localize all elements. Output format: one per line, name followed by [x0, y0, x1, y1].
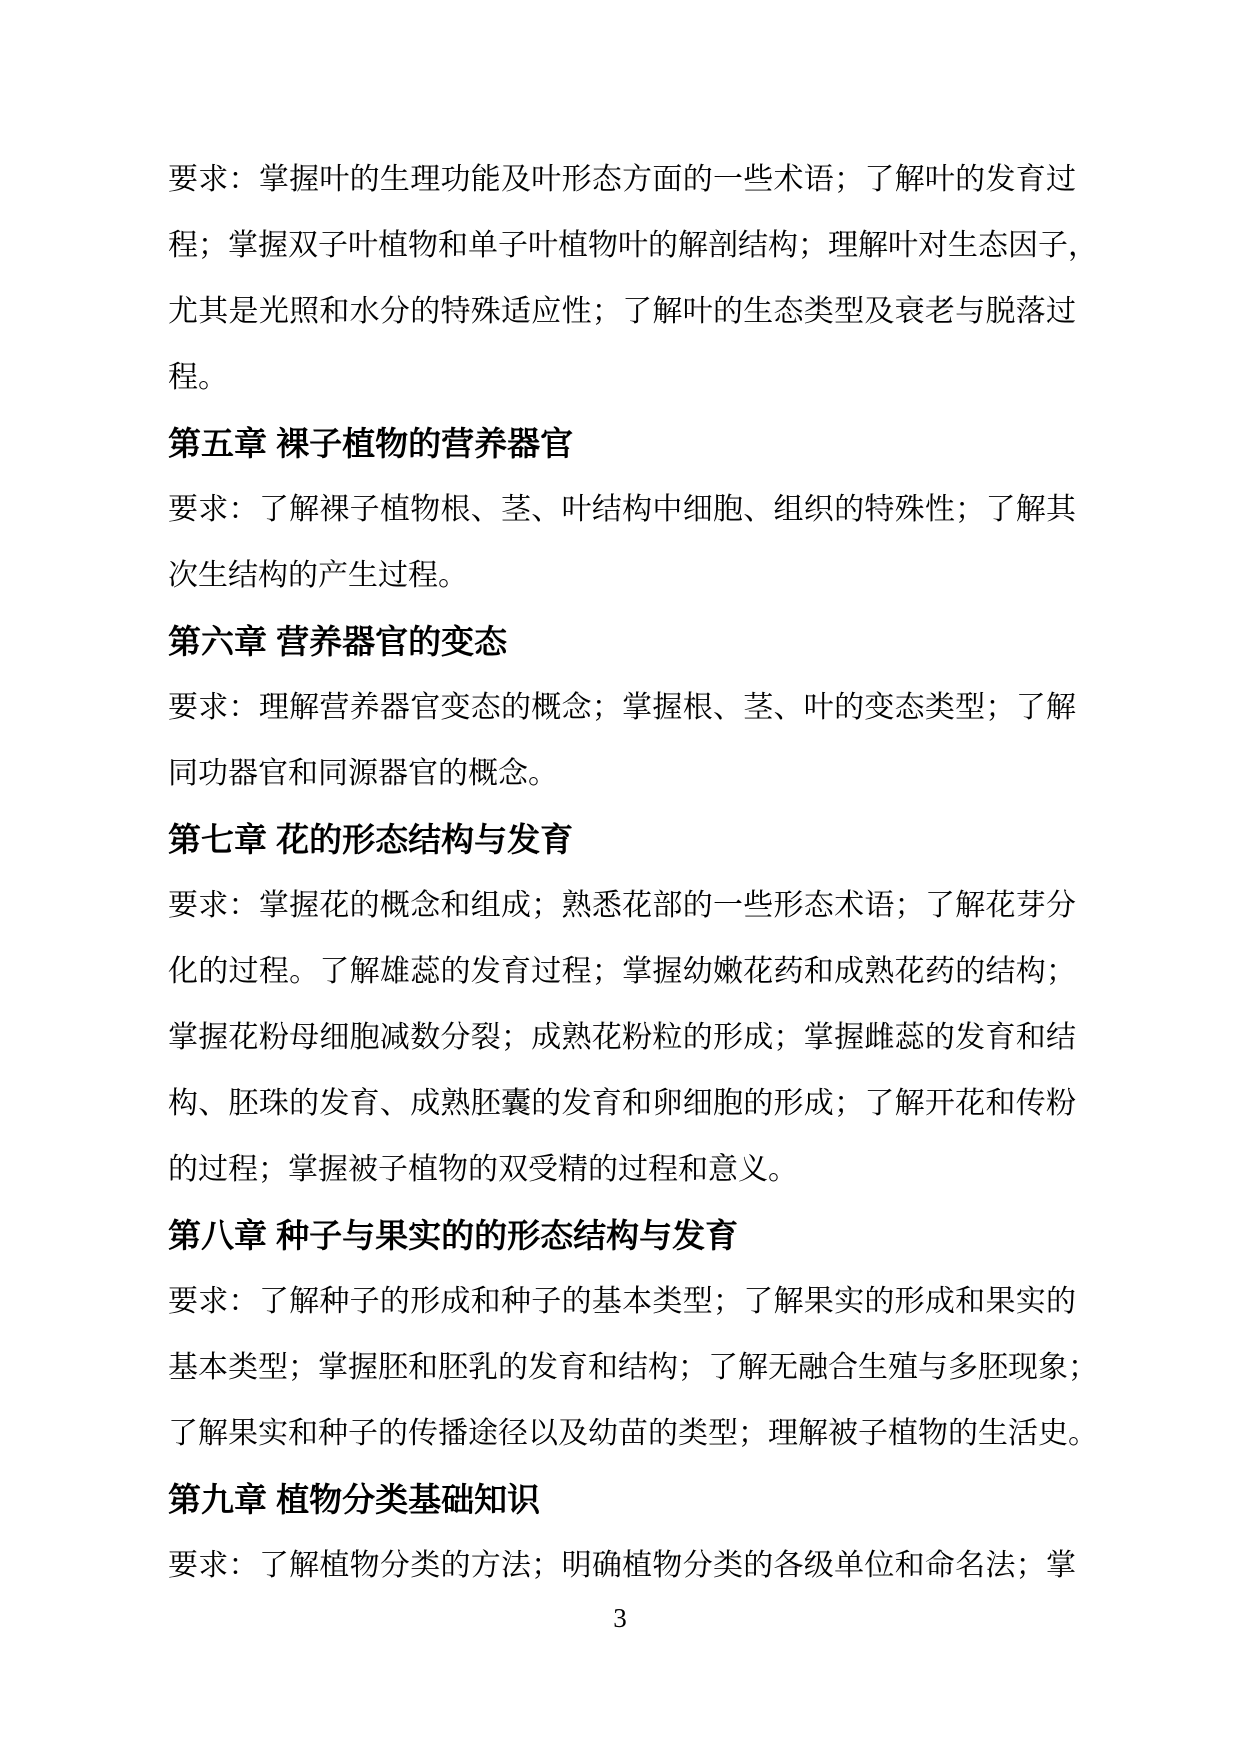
document-body: [168, 147, 1098, 1599]
page-number: 3: [613, 1603, 627, 1633]
paragraph-line: 要求：了解植物分类的方法；明确植物分类的各级单位和命名法；掌: [168, 1549, 1076, 1582]
paragraph-line: 化的过程。了解雄蕊的发育过程；掌握幼嫩花药和成熟花药的结构；: [168, 955, 1076, 988]
chapter-heading: 第五章 裸子植物的营养器官: [168, 425, 574, 462]
chapter-heading: 第六章 营养器官的变态: [168, 623, 508, 660]
paragraph-line: 同功器官和同源器官的概念。: [168, 757, 558, 790]
chapter-heading: 第九章 植物分类基础知识: [168, 1481, 541, 1518]
paragraph-line: 了解果实和种子的传播途径以及幼苗的类型；理解被子植物的生活史。: [168, 1417, 1098, 1450]
paragraph-line: 构、胚珠的发育、成熟胚囊的发育和卵细胞的形成；了解开花和传粉: [168, 1087, 1076, 1120]
paragraph-line: 要求：理解营养器官变态的概念；掌握根、茎、叶的变态类型；了解: [168, 691, 1076, 724]
paragraph-line: 要求：了解裸子植物根、茎、叶结构中细胞、组织的特殊性；了解其: [168, 493, 1076, 526]
chapter-heading: 第七章 花的形态结构与发育: [168, 821, 574, 858]
paragraph-line: 掌握花粉母细胞减数分裂；成熟花粉粒的形成；掌握雌蕊的发育和结: [168, 1021, 1076, 1054]
paragraph-line: 的过程；掌握被子植物的双受精的过程和意义。: [168, 1153, 798, 1186]
paragraph-line: 要求：了解种子的形成和种子的基本类型；了解果实的形成和果实的: [168, 1285, 1076, 1318]
paragraph-line: 要求：掌握叶的生理功能及叶形态方面的一些术语；了解叶的发育过: [168, 163, 1076, 196]
paragraph-line: 要求：掌握花的概念和组成；熟悉花部的一些形态术语；了解花芽分: [168, 889, 1076, 922]
paragraph-line: 基本类型；掌握胚和胚乳的发育和结构；了解无融合生殖与多胚现象；: [168, 1351, 1098, 1384]
paragraph-line: 程；掌握双子叶植物和单子叶植物叶的解剖结构；理解叶对生态因子，: [168, 229, 1098, 262]
chapter-heading: 第八章 种子与果实的的形态结构与发育: [168, 1217, 739, 1254]
paragraph-line: 次生结构的产生过程。: [168, 559, 468, 592]
paragraph-line: 程。: [168, 361, 228, 394]
paragraph-line: 尤其是光照和水分的特殊适应性；了解叶的生态类型及衰老与脱落过: [168, 295, 1076, 328]
